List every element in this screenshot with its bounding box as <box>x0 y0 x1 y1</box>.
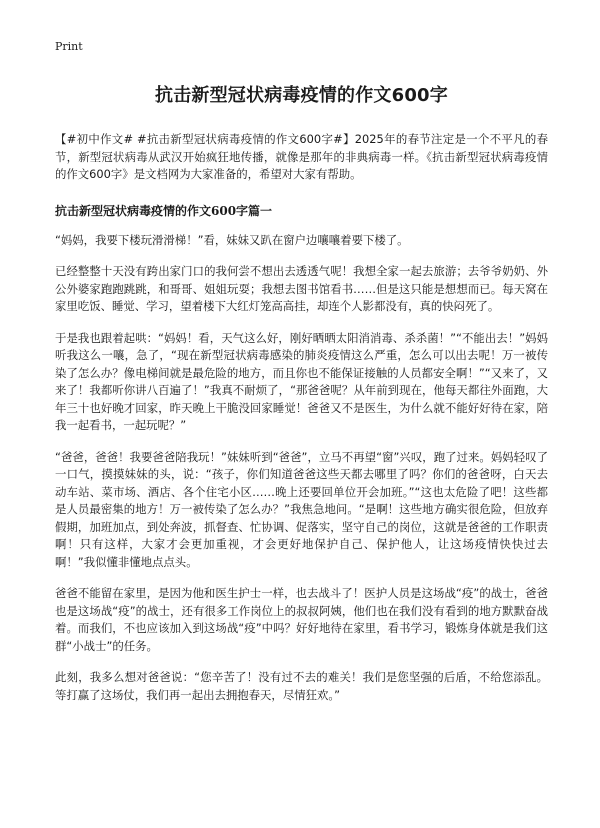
page-title: 抗击新型冠状病毒疫情的作文600字 <box>155 85 448 106</box>
body-paragraph-1: “妈妈，我要下楼玩滑滑梯！”看，妹妹又趴在窗户边嚷嚷着要下楼了。 <box>55 232 409 247</box>
intro-text: 2025年的春节注定是一个不平凡的春节，新型冠状病毒从武汉开始疯狂地传播，就像是那年的非典病毒一样。《抗击新型冠状病毒疫情的作文600字》是文档网为大家准备的，希望对大家有帮助。 <box>55 132 548 181</box>
body-paragraph-3: 于是我也跟着起哄：“妈妈！看，天气这么好，刚好晒晒太阳消消毒、杀杀菌！”“不能出去！”妈妈听我这么一嚷，急了，“现在新型冠状病毒感染的肺炎疫情这么严重，怎么可以出去呢！万一被传染了怎么办？像电梯间就是最危险的地方，而且你也不能保证接触的人员都安全啊！”“又来了，又来了！我都听你讲八百遍了！”我真不耐烦了，“那爸爸呢？从年前到现在，他每天都往外面跑，大年三十也好晚才回家，昨天晚上干脆没回家睡觉！爸爸又不是医生，为什么就不能好好待在家，陪我一起看书，一起玩呢？” <box>55 330 548 432</box>
intro-paragraph <box>55 131 548 184</box>
print-link[interactable]: Print <box>55 40 83 53</box>
body-paragraph-2: 已经整整十天没有跨出家门口的我何尝不想出去透透气呢！我想全家一起去旅游；去爷爷奶奶、外公外婆家跑跑跳跳，和哥哥、姐姐玩耍；我想去图书馆看书……但是这只能是想想而已。每天窝在家里吃饭、睡觉、学习，望着楼下大红灯笼高高挂，却连个人影都没有，真的快闷死了。 <box>55 264 548 313</box>
intro-tag: 【#初中作文# #抗击新型冠状病毒疫情的作文600字#】 <box>55 132 355 146</box>
body-paragraph-6: 此刻，我多么想对爸爸说：“您辛苦了！没有过不去的难关！我们是您坚强的后盾，不给您添乱。等打赢了这场仗，我们再一起出去拥抱春天，尽情狂欢。” <box>55 670 548 702</box>
section-heading: 抗击新型冠状病毒疫情的作文600字篇一 <box>55 203 273 218</box>
body-paragraph-4: “爸爸，爸爸！我要爸爸陪我玩！”妹妹听到“爸爸”，立马不再望“窗”兴叹，跑了过来。妈妈轻叹了一口气，摸摸妹妹的头，说：“孩子，你们知道爸爸这些天都去哪里了吗？你们的爸爸呀，白天去动车站、菜市场、酒店、各个住宅小区……晚上还要回单位开会加班。”“这也太危险了吧！这些都是人员最密集的地方！万一被传染了怎么办？”我焦急地问。“是啊！这些地方确实很危险，但放弃假期，加班加点，到处奔波，抓督查、忙协调、促落实，坚守自己的岗位，这就是爸爸的工作职责啊！只有这样，大家才会更加重视，才会更好地保护自己、保护他人，让这场疫情快快过去啊！”我似懂非懂地点点头。 <box>55 449 548 569</box>
body-paragraph-5: 爸爸不能留在家里，是因为他和医生护士一样，也去战斗了！医护人员是这场战“疫”的战士，爸爸也是这场战“疫”的战士，还有很多工作岗位上的叔叔阿姨，他们也在我们没有看到的地方默默奋战着。而我们，不也应该加入到这场战“疫”中吗？好好地待在家里，看书学习，锻炼身体就是我们这群“小战士”的任务。 <box>55 586 548 653</box>
